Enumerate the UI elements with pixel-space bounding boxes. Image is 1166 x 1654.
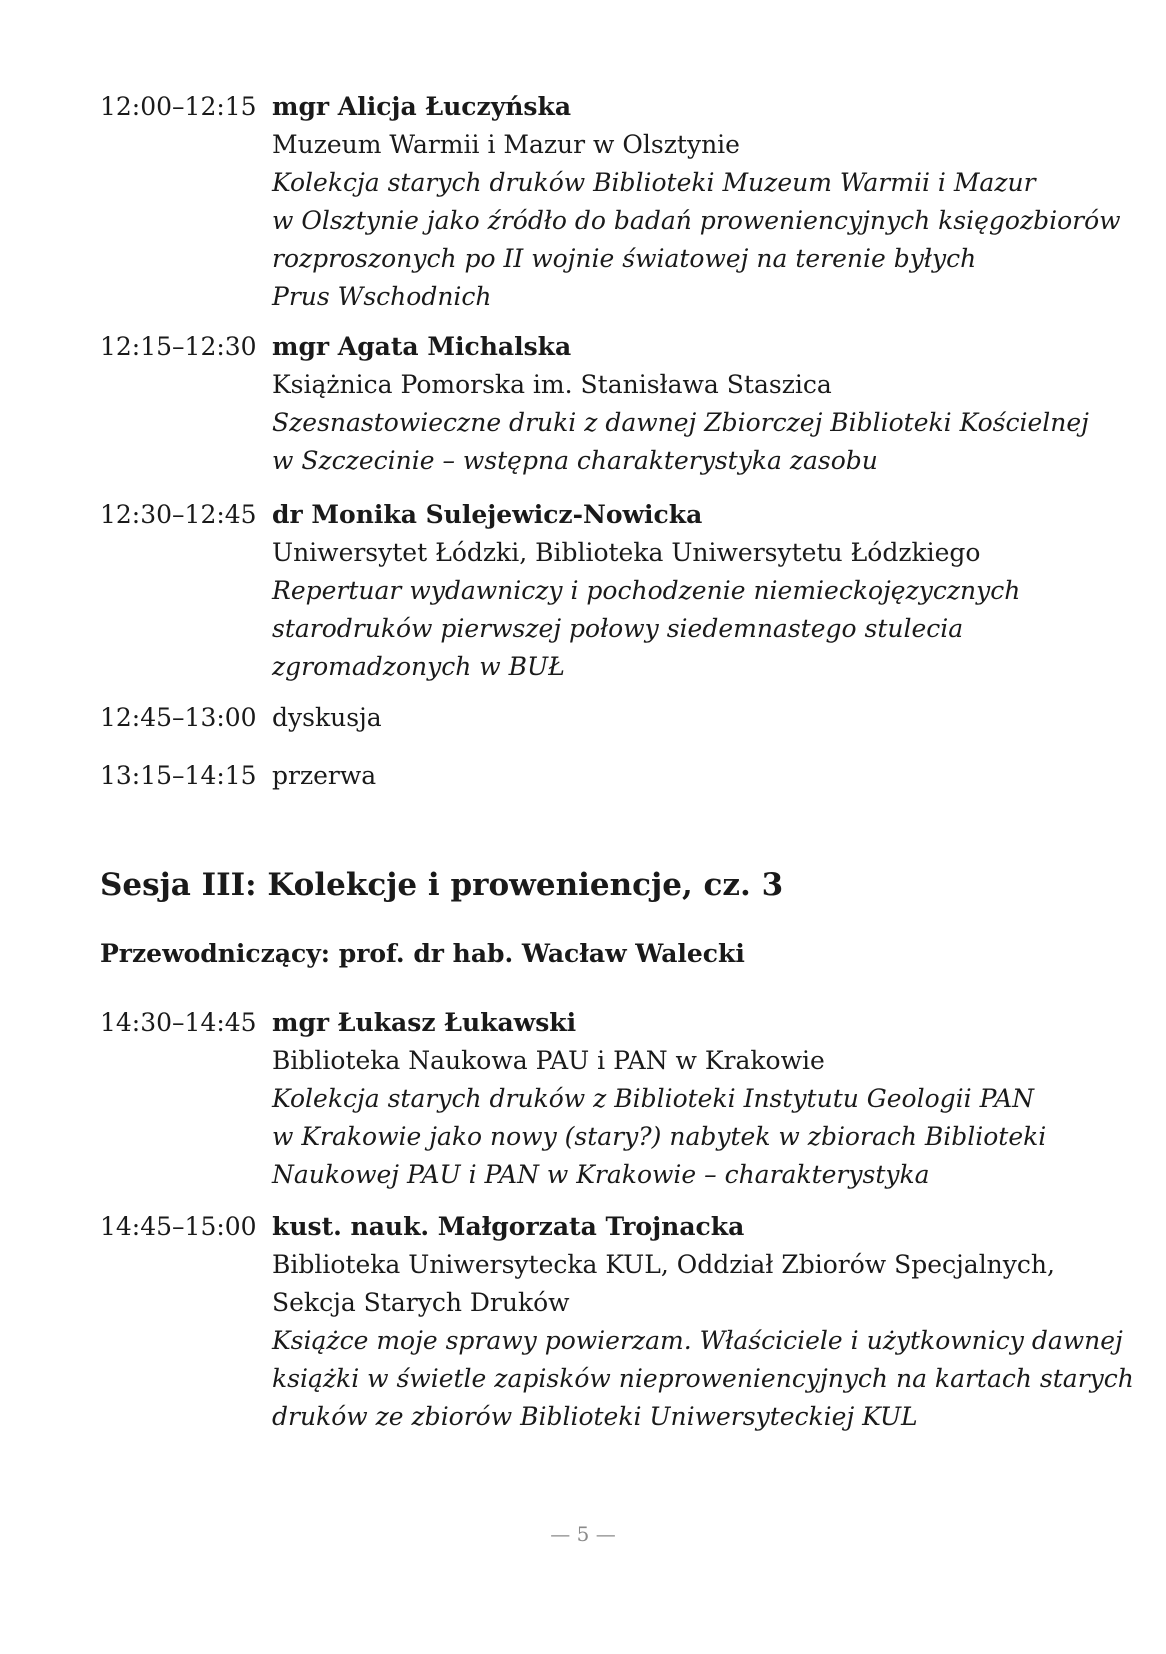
session-chair: Przewodniczący: prof. dr hab. Wacław Walecki [100,939,745,968]
talk-title-line: Naukowej PAU i PAN w Krakowie – charakterystyka [272,1160,930,1189]
entry-time: 12:00–12:15 [100,92,257,121]
talk-title-line: Repertuar wydawniczy i pochodzenie niemieckojęzycznych [272,576,1021,605]
page-number: — 5 — [550,1522,616,1546]
entry-time: 14:45–15:00 [100,1212,257,1241]
entry-time: 12:30–12:45 [100,500,257,529]
speaker-name: mgr Agata Michalska [272,332,572,361]
program-entry-break [100,757,1090,795]
entry-label: przerwa [272,761,377,790]
program-entry [100,88,1121,316]
entry-label: dyskusja [272,703,382,732]
speaker-institution: Książnica Pomorska im. Stanisława Staszica [272,370,832,399]
speaker-name: dr Monika Sulejewicz-Nowicka [272,500,703,529]
speaker-institution: Uniwersytet Łódzki, Biblioteka Uniwersytetu Łódzkiego [272,538,981,567]
entry-time: 13:15–14:15 [100,761,257,790]
program-entry [100,1208,1134,1436]
entry-time: 12:45–13:00 [100,703,257,732]
program-entry [100,328,1090,480]
talk-title-line: starodruków pierwszej połowy siedemnastego stulecia [272,614,964,643]
speaker-institution: Sekcja Starych Druków [272,1288,570,1317]
talk-title-line: Kolekcja starych druków z Biblioteki Instytutu Geologii PAN [272,1084,1035,1113]
program-entry-discussion [100,699,1090,737]
talk-title-line: Książce moje sprawy powierzam. Właściciele i użytkownicy dawnej [272,1326,1123,1355]
speaker-name: mgr Alicja Łuczyńska [272,92,572,121]
talk-title-line: rozproszonych po II wojnie światowej na terenie byłych [272,244,977,273]
talk-title-line: zgromadzonych w BUŁ [272,652,565,681]
program-entry [100,1004,1090,1194]
program-entry [100,496,1090,686]
entry-time: 12:15–12:30 [100,332,257,361]
speaker-institution: Muzeum Warmii i Mazur w Olsztynie [272,130,740,159]
speaker-institution: Biblioteka Uniwersytecka KUL, Oddział Zbiorów Specjalnych, [272,1250,1055,1279]
talk-title-line: druków ze zbiorów Biblioteki Uniwersyteckiej KUL [272,1402,918,1431]
speaker-institution: Biblioteka Naukowa PAU i PAN w Krakowie [272,1046,825,1075]
talk-title-line: w Szczecinie – wstępna charakterystyka zasobu [272,446,878,475]
talk-title-line: Prus Wschodnich [272,282,492,311]
talk-title-line: w Olsztynie jako źródło do badań proweniencyjnych księgozbiorów [272,206,1121,235]
entry-time: 14:30–14:45 [100,1008,257,1037]
talk-title-line: Szesnastowieczne druki z dawnej Zbiorczej Biblioteki Kościelnej [272,408,1089,437]
talk-title-line: w Krakowie jako nowy (stary?) nabytek w zbiorach Biblioteki [272,1122,1047,1151]
talk-title-line: Kolekcja starych druków Biblioteki Muzeum Warmii i Mazur [272,168,1036,197]
speaker-name: kust. nauk. Małgorzata Trojnacka [272,1212,745,1241]
speaker-name: mgr Łukasz Łukawski [272,1008,577,1037]
session-heading: Sesja III: Kolekcje i proweniencje, cz. 3 [100,867,784,903]
talk-title-line: książki w świetle zapisków nieproweniencyjnych na kartach starych [272,1364,1134,1393]
